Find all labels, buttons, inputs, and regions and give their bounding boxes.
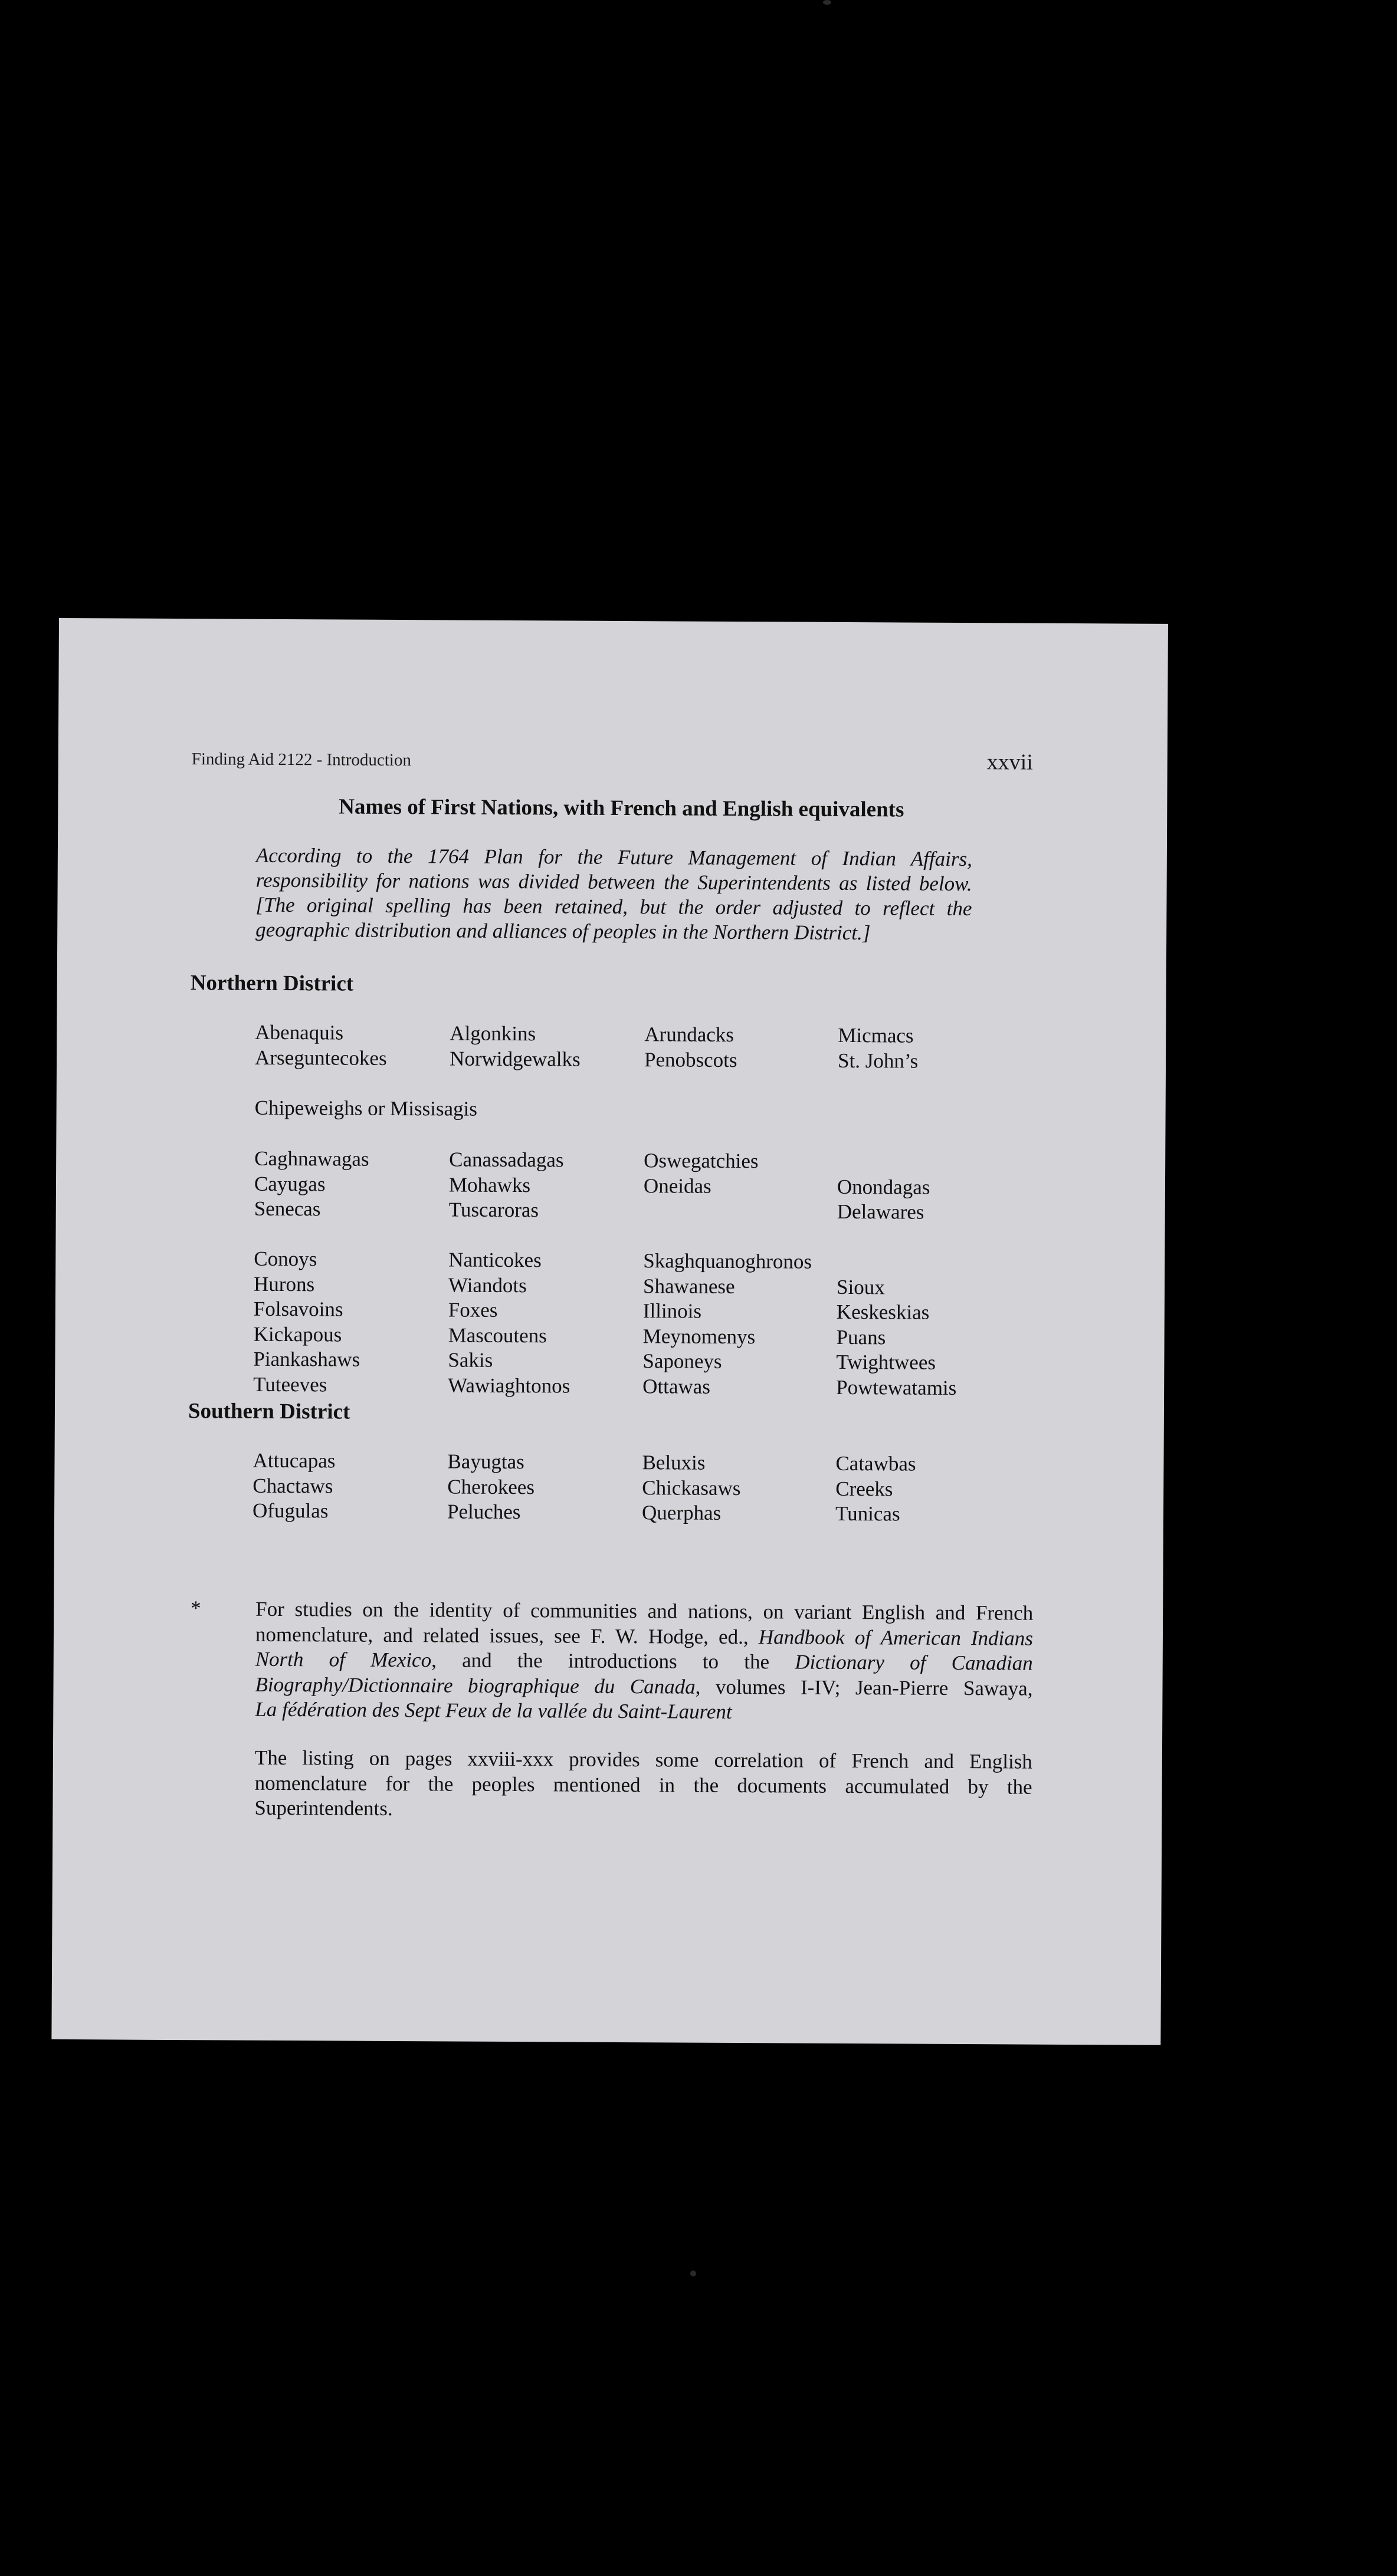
intro-line: According to the 1764 Plan for the Future Management of Indian Affairs, [255, 843, 972, 871]
nation-name: Norwidgewalks [449, 1046, 581, 1071]
intro-line: responsibility for nations was divided between the Superintendents as listed below. [255, 868, 972, 896]
listing-paragraph [254, 1746, 1032, 1825]
nation-name: Arseguntecokes [255, 1046, 387, 1070]
nation-name: Skaghquanoghronos [643, 1249, 812, 1273]
nation-name: Penobscots [644, 1047, 737, 1072]
note-line: nomenclature, and related issues, see F. W. Hodge, ed., Handbook of American Indians [255, 1622, 1034, 1650]
note-line: nomenclature for the peoples mentioned in the documents accumulated by the [254, 1771, 1032, 1799]
nation-name: Chipeweighs or Missisagis [254, 1096, 477, 1121]
nation-name: Chickasaws [642, 1476, 741, 1500]
nation-name: Catawbas [835, 1451, 916, 1476]
nation-name: Sioux [836, 1275, 885, 1299]
nation-name: Tuteeves [253, 1372, 327, 1396]
nation-name: Cayugas [254, 1172, 326, 1195]
nation-name: Oswegatchies [644, 1149, 759, 1173]
nation-name: Foxes [448, 1298, 498, 1322]
nation-name: Senecas [254, 1197, 321, 1221]
nation-name: Delawares [837, 1200, 924, 1224]
intro-line: geographic distribution and alliances of peoples in the Northern District.] [255, 918, 871, 945]
scan-speck [823, 0, 831, 5]
nation-name: Wiandots [448, 1273, 527, 1297]
footnote-marker: * [191, 1596, 201, 1620]
nation-name: Abenaquis [255, 1020, 344, 1044]
nation-name: Powtewatamis [836, 1375, 957, 1399]
note-line: The listing on pages xxviii-xxx provides some correlation of French and English [254, 1746, 1032, 1773]
nation-name: Onondagas [837, 1175, 930, 1199]
nation-name: Mascoutens [448, 1323, 547, 1347]
nation-name: Caghnawagas [254, 1146, 369, 1171]
nation-name: Conoys [254, 1247, 317, 1271]
nation-name: Hurons [253, 1272, 315, 1296]
nation-name: Querphas [641, 1501, 722, 1524]
note-line: Superintendents. [254, 1796, 393, 1820]
nation-name: Shawanese [642, 1274, 735, 1298]
northern-district-heading: Northern District [190, 971, 354, 996]
nation-name: Sakis [448, 1348, 493, 1372]
nation-name: Twightwees [836, 1350, 936, 1374]
nation-name: Piankashaws [253, 1347, 360, 1371]
running-header: Finding Aid 2122 - Introduction [191, 750, 412, 770]
southern-district-heading: Southern District [188, 1399, 350, 1424]
nation-name: Peluches [447, 1500, 521, 1524]
nation-name: Nanticokes [448, 1248, 542, 1272]
nation-name: Meynomenys [642, 1324, 756, 1348]
nation-name: Mohawks [448, 1172, 531, 1197]
nation-name: Micmacs [838, 1023, 914, 1047]
nation-name: Kickapous [253, 1322, 342, 1346]
nation-name: Cherokees [447, 1474, 535, 1499]
nation-name: Keskeskias [836, 1300, 930, 1324]
nation-name: Folsavoins [253, 1297, 343, 1321]
nation-name: Ofugulas [252, 1499, 329, 1523]
nation-name: Wawiaghtonos [448, 1373, 570, 1398]
note-line: La fédération des Sept Feux de la vallée du Saint-Laurent [255, 1697, 732, 1723]
note-line: For studies on the identity of communities and nations, on variant English and French [255, 1597, 1034, 1625]
footnote-paragraph [255, 1597, 1033, 1726]
nation-name: Bayugtas [447, 1450, 524, 1474]
intro-paragraph [255, 843, 972, 946]
nation-name: Illinois [642, 1299, 702, 1323]
nation-name: Ottawas [642, 1374, 710, 1398]
nation-name: Canassadagas [449, 1148, 564, 1172]
nation-name: St. John’s [837, 1049, 919, 1073]
note-line: North of Mexico, and the introductions to the Dictionary of Canadian [255, 1647, 1033, 1675]
page-title: Names of First Nations, with French and English equivalents [339, 794, 904, 822]
nation-name: Arundacks [644, 1023, 734, 1046]
nation-name: Attucapas [252, 1448, 336, 1473]
nation-name: Tuscaroras [448, 1198, 539, 1222]
note-line: Biography/Dictionnaire biographique du Canada, volumes I-IV; Jean-Pierre Sawaya, [255, 1673, 1033, 1700]
page-number: xxvii [986, 750, 1033, 775]
document-page [51, 618, 1168, 2045]
scan-speck [690, 2271, 696, 2276]
nation-name: Chactaws [252, 1474, 333, 1497]
nation-name: Oneidas [643, 1174, 711, 1198]
nation-name: Saponeys [642, 1349, 722, 1373]
nation-name: Creeks [835, 1477, 893, 1500]
intro-line: [The original spelling has been retained, but the order adjusted to reflect the [255, 893, 972, 921]
nation-name: Beluxis [642, 1451, 706, 1474]
nation-name: Puans [836, 1325, 886, 1349]
nation-name: Tunicas [835, 1501, 900, 1526]
nation-name: Algonkins [450, 1021, 536, 1046]
